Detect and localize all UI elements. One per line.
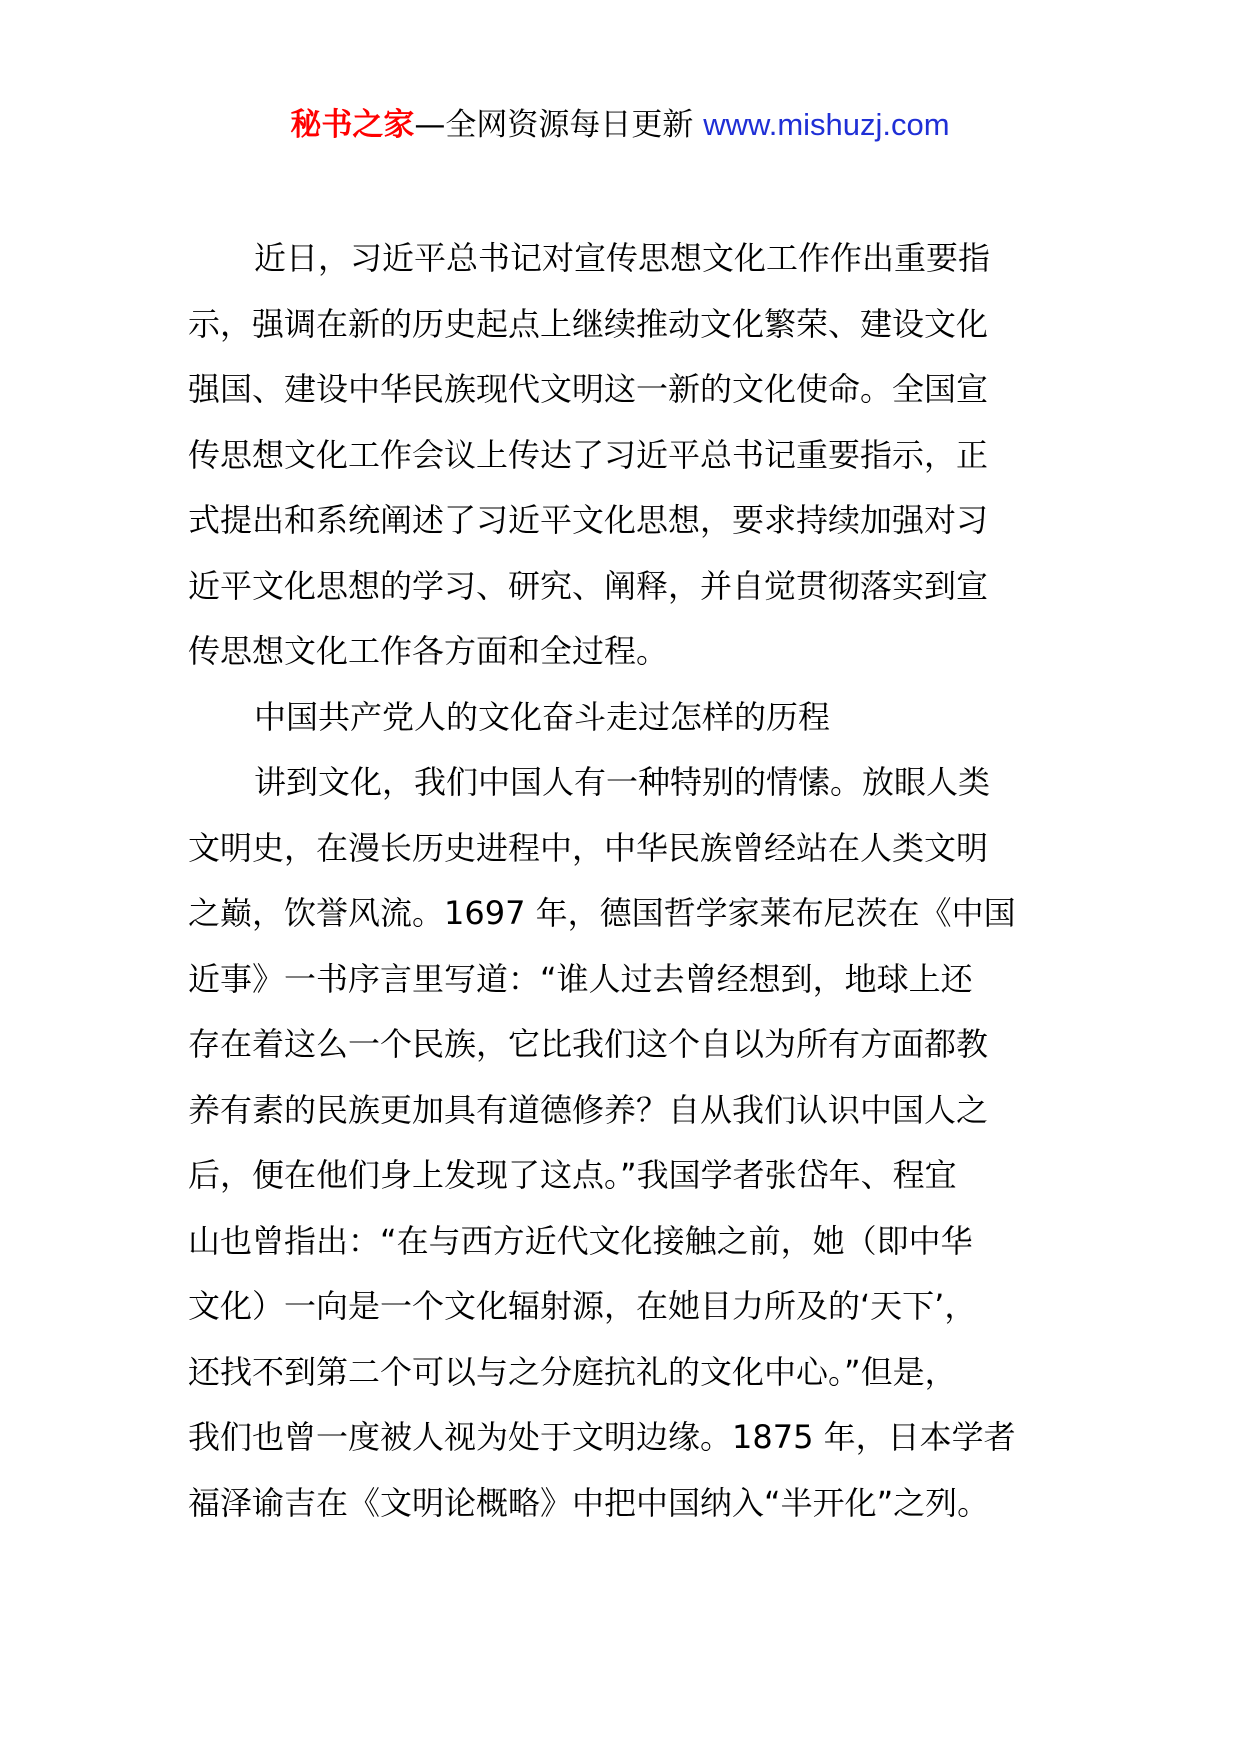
text-line: 传思想文化工作各方面和全过程。 — [188, 632, 669, 670]
site-url-link[interactable]: www.mishuzj.com — [703, 107, 950, 142]
text-line: 后，便在他们身上发现了这点。”我国学者张岱年、程宜 — [188, 1156, 957, 1194]
page-header — [0, 100, 1240, 150]
text-line: 还找不到第二个可以与之分庭抗礼的文化中心。”但是， — [188, 1352, 957, 1391]
text-line: 文明史，在漫长历史进程中，中华民族曾经站在人类文明 — [188, 828, 989, 867]
text-line: 文化）一向是一个文化辐射源，在她目力所及的‘天下’， — [188, 1287, 977, 1325]
text-line: 示，强调在新的历史起点上继续推动文化繁荣、建设文化 — [188, 304, 989, 343]
document-body — [188, 226, 1058, 1536]
header-tagline: —全网资源每日更新 — [414, 107, 694, 143]
text-line: 养有素的民族更加具有道德修养？自从我们认识中国人之 — [188, 1090, 989, 1129]
text-line: 传思想文化工作会议上传达了习近平总书记重要指示，正 — [188, 435, 989, 474]
text-line: 之巅，饮誉风流。1697 年，德国哲学家莱布尼茨在《中国 — [188, 894, 1016, 932]
brand-name: 秘书之家 — [290, 107, 415, 143]
text-line: 式提出和系统阐述了习近平文化思想，要求持续加强对习 — [188, 501, 989, 539]
text-line: 我们也曾一度被人视为处于文明边缘。1875 年，日本学者 — [188, 1418, 1016, 1456]
text-line: 山也曾指出：“在与西方近代文化接触之前，她（即中华 — [188, 1221, 973, 1260]
text-line: 近事》一书序言里写道：“谁人过去曾经想到，地球上还 — [188, 959, 973, 998]
text-line: 中国共产党人的文化奋斗走过怎样的历程 — [254, 697, 831, 736]
text-line: 近平文化思想的学习、研究、阐释，并自觉贯彻落实到宣 — [188, 566, 989, 605]
text-line: 存在着这么一个民族，它比我们这个自以为所有方面都教 — [188, 1025, 989, 1063]
text-line: 近日，习近平总书记对宣传思想文化工作作出重要指 — [254, 239, 991, 277]
text-line: 讲到文化，我们中国人有一种特别的情愫。放眼人类 — [254, 763, 991, 801]
text-line: 福泽谕吉在《文明论概略》中把中国纳入“半开化”之列。 — [188, 1483, 990, 1522]
text-line: 强国、建设中华民族现代文明这一新的文化使命。全国宣 — [188, 370, 989, 408]
